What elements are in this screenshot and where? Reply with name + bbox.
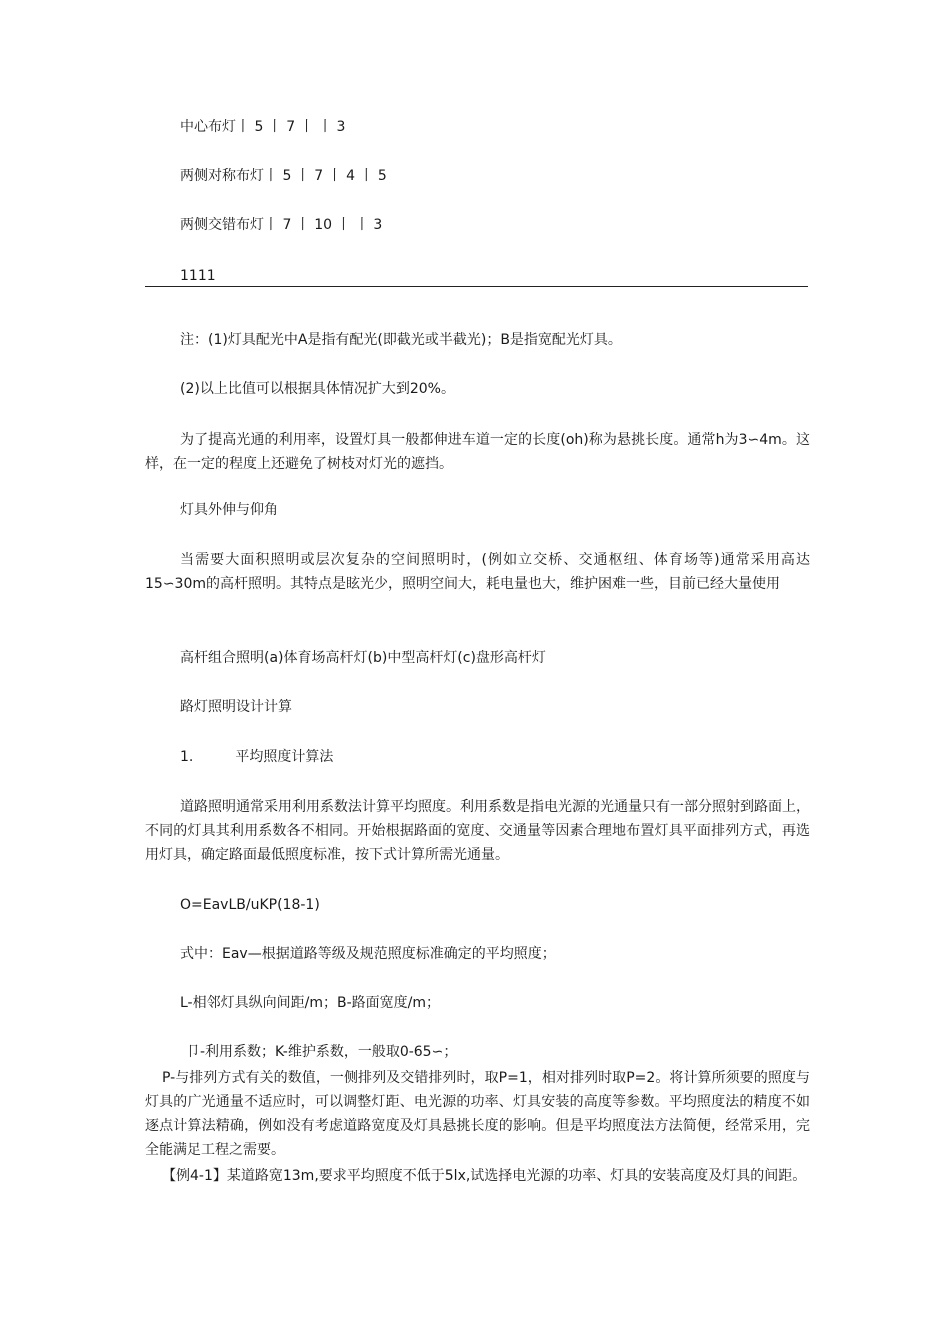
section-heading [180,747,333,767]
table-bottom-rule [145,286,808,287]
heading-extension-angle: 灯具外伸与仰角 [180,502,278,518]
note-1: 注：(1)灯具配光中A是指有配光(即截光或半截光)；B是指宽配光灯具。 [180,332,622,348]
where-u-k: 卩-利用系数；K-维护系数，一般取0-65∽； [186,1044,458,1060]
section-number: 1. [180,749,194,765]
paragraph-overhang: 为了提高光通的利用率，设置灯具一般都伸进车道一定的长度(oh)称为悬挑长度。通常h为3∽4m。这样，在一定的程度上还避免了树枝对灯光的遮挡。 [145,432,810,472]
paragraph-p-definition: P-与排列方式有关的数值，一侧排列及交错排列时，取P=1，相对排列时取P=2。将计算所须要的照度与灯具的广光通量不适应时，可以调整灯距、电光源的功率、灯具安装的高度等参数。平均照度法的精度不如逐点计算法精确，例如没有考虑道路宽度及灯具悬挑长度的影响。但是平均照度法方法简便，经常采用，完全能满足工程之需要。 [145,1070,810,1158]
high-mast-caption: 高杆组合照明(a)体育场高杆灯(b)中型高杆灯(c)盘形高杆灯 [180,650,546,666]
table-row-footer: 1111 [180,268,216,284]
paragraph-method: 道路照明通常采用利用系数法计算平均照度。利用系数是指电光源的光通量只有一部分照射到路面上，不同的灯具其利用系数各不相同。开始根据路面的宽度、交通量等因素合理地布置灯具平面排列方式，再选用灯具，确定路面最低照度标准，按下式计算所需光通量。 [145,799,810,863]
paragraph-high-mast: 当需要大面积照明或层次复杂的空间照明时，(例如立交桥、交通枢纽、体育场等)通常采用高达15∽30m的高杆照明。其特点是眩光少，照明空间大，耗电量也大，维护困难一些，目前已经大量使用 [145,552,810,592]
table-row-symmetric: 两侧对称布灯丨 5 丨 7 丨 4 丨 5 [180,168,387,184]
where-l-b: L-相邻灯具纵向间距/m；B-路面宽度/m； [180,995,440,1011]
note-2: (2)以上比值可以根据具体情况扩大到20%。 [180,381,455,397]
formula: O=EavLB/uKP(18-1) [180,897,320,913]
table-row-center: 中心布灯丨 5 丨 7 丨 丨 3 [180,119,346,135]
table-row-staggered: 两侧交错布灯丨 7 丨 10 丨 丨 3 [180,217,383,233]
section-title: 平均照度计算法 [235,749,334,765]
where-eav: 式中：Eav—根据道路等级及规范照度标准确定的平均照度； [180,946,556,962]
paragraph-example: 【例4-1】某道路宽13m,要求平均照度不低于5lx,试选择电光源的功率、灯具的安装高度及灯具的间距。 [162,1168,807,1184]
heading-calculation: 路灯照明设计计算 [180,699,292,715]
